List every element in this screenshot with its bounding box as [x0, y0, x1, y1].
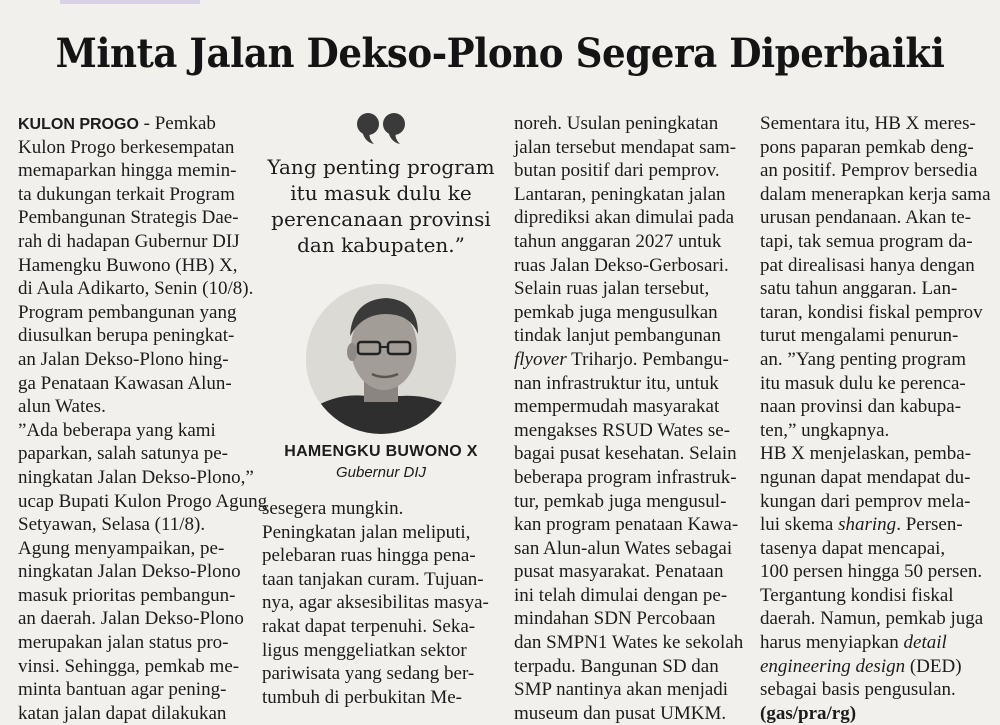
- sharing-word: sharing: [838, 514, 897, 536]
- body-text-line: museum dan pusat UMKM.: [514, 702, 727, 724]
- headline: Minta Jalan Dekso-Plono Segera Diperbaiki: [55, 30, 945, 77]
- pull-quote: [262, 154, 500, 258]
- body-text-line: vinsi. Sehingga, pemkab me-: [18, 655, 240, 677]
- photo-caption-role: Gubernur DIJ: [335, 464, 427, 481]
- body-text-line: di Aula Adikarto, Senin (10/8).: [18, 278, 254, 300]
- body-text-line: satu tahun anggaran. Lan-: [760, 278, 958, 300]
- ded-word-1: detail: [903, 632, 947, 654]
- body-text-line: bagai pusat kesehatan. Selain: [514, 443, 737, 465]
- body-text-line: ucap Bupati Kulon Progo Agung: [18, 490, 268, 512]
- body-text-line: Hamengku Buwono (HB) X,: [18, 254, 238, 276]
- body-text-line: ta dukungan terkait Program: [18, 183, 235, 205]
- ded-pre: harus menyiapkan: [760, 632, 904, 654]
- body-text-line: ningkatan Jalan Dekso-Plono,”: [18, 466, 254, 488]
- quote-marks-icon: [352, 108, 412, 148]
- body-text-line: tur, pemkab juga mengusul-: [514, 490, 727, 512]
- body-text-line: itu masuk dulu ke perenca-: [760, 372, 966, 394]
- body-text-line: Selain ruas jalan tersebut,: [514, 278, 710, 300]
- body-text-line: tumbuh di perbukitan Me-: [262, 686, 462, 708]
- body-text-line: sesegera mungkin.: [262, 498, 404, 519]
- body-text-line: memaparkan hingga memin-: [18, 160, 237, 182]
- body-text-line: minta bantuan agar pening-: [18, 679, 227, 701]
- body-text-line: mindahan SDN Percobaan: [514, 608, 716, 630]
- pull-quote-line: Yang penting program: [267, 155, 495, 179]
- top-color-strip: [60, 0, 200, 4]
- body-text-line: ligus menggeliatkan sektor: [262, 639, 467, 661]
- body-text-line: ga Penataan Kawasan Alun-: [18, 372, 232, 394]
- body-text-line: beberapa program infrastruk-: [514, 466, 737, 488]
- ded-line-1: [760, 631, 992, 655]
- body-text-line: Setyawan, Selasa (11/8).: [18, 514, 206, 536]
- column-1: [18, 112, 268, 725]
- body-text-line: Program pembangunan yang: [18, 301, 237, 323]
- body-text-line: ningkatan Jalan Dekso-Plono: [18, 561, 241, 583]
- body-text-line: an positif. Pemprov bersedia: [760, 160, 978, 182]
- body-text-line: SMP nantinya akan menjadi: [514, 679, 729, 701]
- body-text-line: butan positif dari pemprov.: [514, 160, 720, 182]
- body-text-line: katan jalan dapat dilakukan: [18, 702, 227, 724]
- pull-quote-line: perencanaan provinsi: [271, 207, 491, 231]
- body-text-line: noreh. Usulan peningkatan: [514, 113, 719, 134]
- body-text-line: rakat dapat terpenuhi. Seka-: [262, 615, 476, 637]
- sharing-pre: lui skema: [760, 514, 839, 536]
- body-text-line: jalan tersebut mendapat sam-: [514, 136, 737, 158]
- body-text-line: taan tanjakan curam. Tujuan-: [262, 568, 484, 590]
- body-text-line: kan program penataan Kawa-: [514, 514, 739, 536]
- body-text-line: dalam menerapkan kerja sama: [760, 183, 991, 205]
- portrait-illustration: [306, 284, 456, 434]
- body-text-line: mengakses RSUD Wates se-: [514, 419, 731, 441]
- body-text-line: terpadu. Bangunan SD dan: [514, 655, 719, 677]
- body-text-line: urusan pendanaan. Akan te-: [760, 207, 972, 229]
- sharing-post: . Persen-: [896, 514, 963, 536]
- flyover-word: flyover: [514, 348, 567, 370]
- body-text-line: diusulkan berupa peningkat-: [18, 325, 235, 347]
- column-4: [760, 112, 992, 725]
- portrait-photo: [306, 284, 456, 434]
- ded-line-2: [760, 655, 992, 679]
- photo-caption-name: HAMENGKU BUWONO X: [284, 443, 478, 460]
- body-text-line: tindak lanjut pembangunan: [514, 325, 721, 347]
- body-text-line: Peningkatan jalan meliputi,: [262, 521, 471, 543]
- column-3: [514, 112, 746, 725]
- body-text-line: diprediksi akan dimulai pada: [514, 207, 735, 229]
- body-text-line: merupakan jalan status pro-: [18, 632, 229, 654]
- body-text-line: pemkab juga mengusulkan: [514, 301, 718, 323]
- body-text-line: tasenya dapat mencapai,: [760, 537, 946, 559]
- lead-rest: - Pemkab: [138, 113, 216, 134]
- body-text-line: san Alun-alun Wates sebagai: [514, 537, 733, 559]
- body-text-line: Tergantung kondisi fiskal: [760, 584, 954, 606]
- body-text-line: masuk prioritas pembangun-: [18, 584, 236, 606]
- column-2: [262, 497, 500, 709]
- body-text-line: nan infrastruktur itu, untuk: [514, 372, 719, 394]
- body-text-line: pelebaran ruas hingga pena-: [262, 545, 476, 567]
- lead-line: [18, 112, 250, 136]
- sharing-line: [760, 513, 992, 537]
- body-text-line: Agung menyampaikan, pe-: [18, 537, 225, 559]
- body-text-line: pariwisata yang sedang ber-: [262, 663, 475, 685]
- body-text-line: Sementara itu, HB X meres-: [760, 113, 976, 134]
- flyover-line: [514, 348, 746, 372]
- body-text-line: an daerah. Jalan Dekso-Plono: [18, 608, 244, 630]
- body-text-line: Lantaran, peningkatan jalan: [514, 183, 726, 205]
- body-text-line: alun Wates.: [18, 396, 106, 418]
- body-text-line: an Jalan Dekso-Plono hing-: [18, 348, 229, 370]
- body-text-line: ”Ada beberapa yang kami: [18, 419, 216, 441]
- body-text-line: pons paparan pemkab deng-: [760, 136, 974, 158]
- body-text-line: daerah. Namun, pemkab juga: [760, 608, 984, 630]
- body-text-line: tahun anggaran 2027 untuk: [514, 230, 722, 252]
- body-text-line: ten,” ungkapnya.: [760, 419, 890, 441]
- body-text-line: Pembangunan Strategis Dae-: [18, 207, 239, 229]
- body-text-line: HB X menjelaskan, pemba-: [760, 443, 972, 465]
- body-text-line: ruas Jalan Dekso-Gerbosari.: [514, 254, 729, 276]
- body-text-line: paparkan, salah satunya pe-: [18, 443, 228, 465]
- body-text-line: Kulon Progo berkesempatan: [18, 136, 235, 158]
- body-text-line: ngunan dapat mendapat du-: [760, 466, 971, 488]
- body-text-line: taran, kondisi fiskal pemprov: [760, 301, 983, 323]
- body-text-line: kungan dari pemprov mela-: [760, 490, 971, 512]
- body-text-line: turut mengalami penurun-: [760, 325, 959, 347]
- body-text-line: 100 persen hingga 50 persen.: [760, 561, 983, 583]
- body-text-line: naan provinsi dan kabupa-: [760, 396, 962, 418]
- body-text-line: ini telah dimulai dengan pe-: [514, 584, 728, 606]
- body-text-line: pat direalisasi hanya dengan: [760, 254, 975, 276]
- pull-quote-line: dan kabupaten.”: [297, 233, 465, 257]
- flyover-rest: Triharjo. Pembangu-: [566, 348, 729, 370]
- body-text-line: dan SMPN1 Wates ke sekolah: [514, 632, 744, 654]
- body-text-line: pusat masyarakat. Penataan: [514, 561, 724, 583]
- final-line: sebagai basis pengusulan.: [760, 679, 956, 701]
- dateline: KULON PROGO: [18, 116, 139, 133]
- body-text-line: an. ”Yang penting program: [760, 348, 966, 370]
- ded-post: (DED): [905, 655, 962, 677]
- ded-word-2: engineering design: [760, 655, 906, 677]
- body-text-line: nya, agar aksesibilitas masya-: [262, 592, 489, 614]
- body-text-line: rah di hadapan Gubernur DIJ: [18, 230, 240, 252]
- body-text-line: mempermudah masyarakat: [514, 396, 720, 418]
- body-text-line: tapi, tak semua program da-: [760, 230, 973, 252]
- pull-quote-line: itu masuk dulu ke: [290, 181, 472, 205]
- author-credit: (gas/pra/rg): [760, 702, 857, 724]
